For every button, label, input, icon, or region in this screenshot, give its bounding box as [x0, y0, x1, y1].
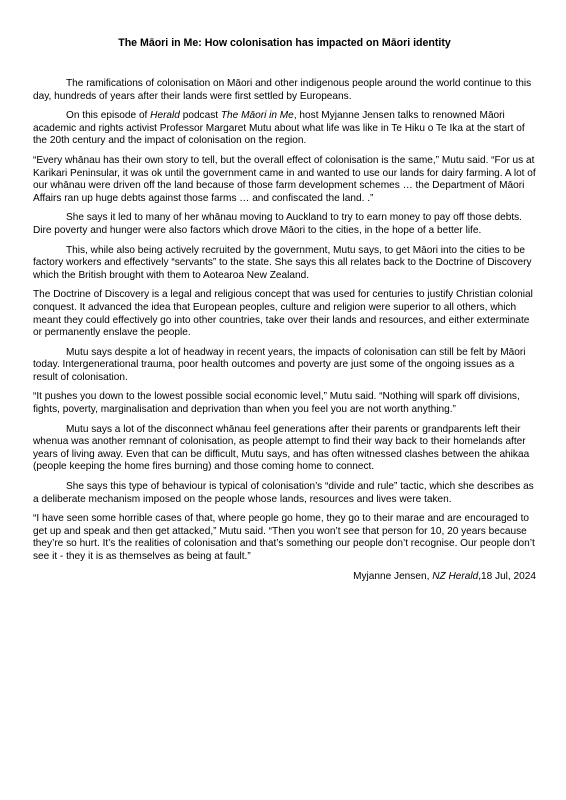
byline-publication: NZ Herald: [432, 570, 479, 582]
paragraph-2-text-c: podcast: [179, 110, 221, 122]
paragraph-2-text-e: , host Myjanne Jensen talks to renowned Māori academic and rights activist Professor Margaret Mutu about what life was like in Te Hiku o Te Ika at the start of the 20th century and the impact of colonisation on the region.: [33, 110, 525, 147]
paragraph-4: She says it led to many of her whānau moving to Auckland to try to earn money to pay off those debts. Dire poverty and hunger were also factors which drove Māori to the cities, in the hope of a better life.: [33, 212, 522, 236]
paragraph-11: “I have seen some horrible cases of that, where people go home, they go to their marae and are encouraged to get up and speak and then get attacked,” Mutu said. “Then you won’t see that person for 10, 20 years because they’re so hurt. It’s the realities of colonisation and that’s something our people don’t recognise. Our people don’t see it - they it is as themselves as being at fault.”: [33, 513, 535, 562]
paragraph-3: “Every whānau has their own story to tell, but the overall effect of colonisation is the same,” Mutu said. “For us at Karikari Peninsular, it was ok until the government came in and wanted to use our lands for dairy farming. A lot of our whānau were driven off the land because of those farm development schemes … the Department of Māori Affairs ran up huge debts against those farms … and confiscated the land. .”: [33, 154, 536, 204]
paragraph-8: “It pushes you down to the lowest possible social economic level,” Mutu said. “Nothing will spark off divisions, fights, poverty, marginalisation and deprivation than when you feel you are not worth anything.”: [33, 391, 520, 416]
paragraph-1: The ramifications of colonisation on Māori and other indigenous people around the world continue to this day, hundreds of years after their lands were first settled by Europeans.: [33, 78, 532, 102]
byline-date: ,18 Jul, 2024: [478, 570, 536, 582]
paragraph-5: This, while also being actively recruited by the government, Mutu says, to get Māori into the cities to be factory workers and effectively “servants” to the state. She says this all relates back to the Doctrine of Discovery which the British brought with them to Aotearoa New Zealand.: [33, 244, 532, 281]
paragraph-9: Mutu says a lot of the disconnect whānau feel generations after their parents or grandparents left their whenua was another remnant of colonisation, as people attempt to find their way back to their homelands after years of living away. Even that can be difficult, Mutu says, and has often witnessed clashes between the ahikaa (people keeping the home fires burning) and those coming home to connect.: [33, 423, 530, 473]
paragraph-2-text-a: On this episode of: [66, 110, 151, 122]
podcast-title: The Māori in Me: [220, 110, 294, 122]
paragraph-7: Mutu says despite a lot of headway in recent years, the impacts of colonisation can still be felt by Māori today. Intergenerational trauma, poor health outcomes and poverty are just some of the ongoing issues as a result of colonisation.: [33, 346, 526, 383]
paragraph-2: [33, 110, 536, 148]
byline-author: Myjanne Jensen,: [353, 570, 433, 582]
paragraph-6: The Doctrine of Discovery is a legal and religious concept that was used for centuries to justify Christian colonial conquest. It advanced the idea that European peoples, culture and religion were superior to all others, which meant they could effectively go into other countries, take over their lands and resources, and either exterminate or permanently enslave the people.: [33, 289, 533, 339]
paragraph-10: She says this type of behaviour is typical of colonisation’s “divide and rule” tactic, which she describes as a deliberate mechanism imposed on the people whose lands, resources and lives were taken.: [33, 481, 534, 505]
byline: [33, 571, 536, 584]
herald-title: Herald: [150, 110, 180, 122]
page-title: The Māori in Me: How colonisation has impacted on Māori identity: [118, 37, 451, 49]
